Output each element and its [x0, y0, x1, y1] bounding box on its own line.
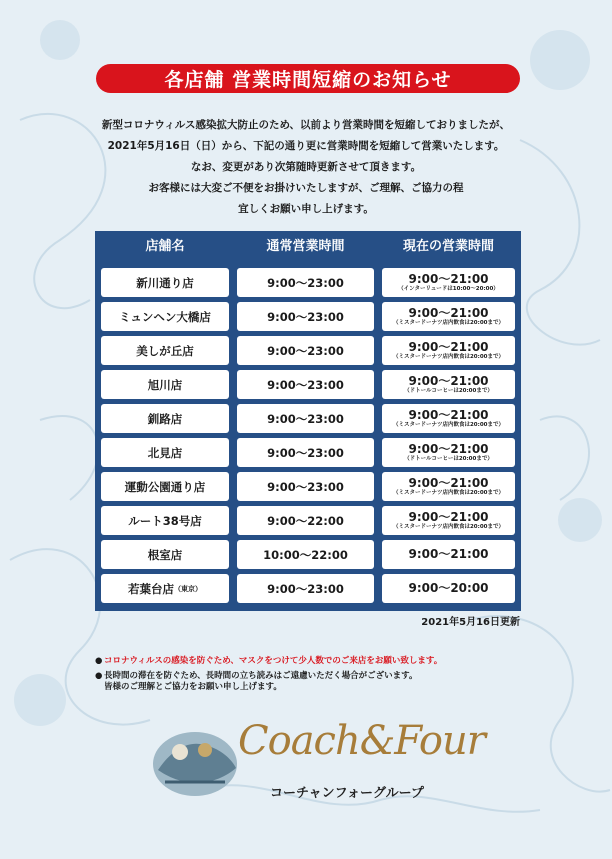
table-row [95, 574, 521, 603]
hours-note: （ミスタードーナツ店内飲食は20:00まで） [393, 353, 504, 360]
logo-subtitle: コーチャンフォーグループ [270, 786, 424, 801]
store-name: 北見店 [101, 438, 229, 467]
hours-note: （ミスタードーナツ店内飲食は20:00まで） [393, 421, 504, 428]
logo-wordmark: Coach&Four [238, 718, 485, 764]
normal-hours: 9:00〜23:00 [237, 472, 374, 501]
brand-logo [150, 718, 485, 810]
header-normal-hours: 通常営業時間 [266, 239, 345, 254]
table-row [95, 540, 521, 569]
table-row [95, 472, 521, 501]
normal-hours: 9:00〜22:00 [237, 506, 374, 535]
store-name: ミュンヘン大橋店 [101, 302, 229, 331]
hours-note: （インターリュードは10:00〜20:00） [398, 285, 499, 292]
current-hours: 9:00〜21:00 [382, 540, 515, 569]
note-text: 長時間の滞在を防ぐため、長時間の立ち読みはご遠慮いただく場合がございます。 [104, 671, 418, 681]
list-item [95, 671, 535, 693]
store-name: 旭川店 [101, 370, 229, 399]
table-row [95, 370, 521, 399]
current-hours: 9:00〜21:00 （ミスタードーナツ店内飲食は20:00まで） [382, 404, 515, 433]
normal-hours: 9:00〜23:00 [237, 574, 374, 603]
store-name: 釧路店 [101, 404, 229, 433]
current-hours: 9:00〜21:00 （ミスタードーナツ店内飲食は20:00まで） [382, 506, 515, 535]
current-hours: 9:00〜21:00 （ドトールコーヒーは20:00まで） [382, 370, 515, 399]
current-hours: 9:00〜21:00 （インターリュードは10:00〜20:00） [382, 268, 515, 297]
notice-line: 2021年5月16日（日）から、下記の通り更に営業時間を短縮して営業いたします。 [107, 140, 505, 152]
page-title: 各店舗 営業時間短縮のお知らせ [164, 69, 452, 91]
normal-hours: 9:00〜23:00 [237, 404, 374, 433]
list-item [95, 656, 535, 667]
notice-line: お客様には大変ご不便をお掛けいたしますが、ご理解、ご協力の程 [148, 182, 464, 194]
normal-hours: 9:00〜23:00 [237, 370, 374, 399]
notice-text [40, 115, 572, 220]
store-name: ルート38号店 [101, 506, 229, 535]
store-name: 運動公園通り店 [101, 472, 229, 501]
store-name: 美しが丘店 [101, 336, 229, 365]
bullet-icon: ● [95, 671, 103, 681]
normal-hours: 9:00〜23:00 [237, 438, 374, 467]
header-store: 店舗名 [145, 239, 185, 254]
notice-line: 宜しくお願い申し上げます。 [238, 203, 374, 215]
hours-note: （ドトールコーヒーは20:00まで） [404, 387, 493, 394]
hours-note: （ミスタードーナツ店内飲食は20:00まで） [393, 489, 504, 496]
table-row [95, 506, 521, 535]
store-name: 新川通り店 [101, 268, 229, 297]
normal-hours: 9:00〜23:00 [237, 302, 374, 331]
hours-note: （ミスタードーナツ店内飲食は20:00まで） [393, 523, 504, 530]
table-row [95, 336, 521, 365]
logo-emblem-icon [150, 722, 240, 802]
table-header [95, 231, 521, 263]
hours-note: （ミスタードーナツ店内飲食は20:00まで） [393, 319, 504, 326]
bullet-icon: ● [95, 656, 103, 666]
table-row [95, 302, 521, 331]
current-hours: 9:00〜21:00 （ドトールコーヒーは20:00まで） [382, 438, 515, 467]
normal-hours: 9:00〜23:00 [237, 268, 374, 297]
table-row [95, 268, 521, 297]
page-title-banner [96, 64, 520, 93]
hours-note: （ドトールコーヒーは20:00まで） [404, 455, 493, 462]
hours-table [95, 231, 521, 611]
store-name: 若葉台店 （東京） [101, 574, 229, 603]
table-row [95, 404, 521, 433]
normal-hours: 10:00〜22:00 [237, 540, 374, 569]
current-hours: 9:00〜21:00 （ミスタードーナツ店内飲食は20:00まで） [382, 302, 515, 331]
store-location: （東京） [174, 584, 202, 593]
table-row [95, 438, 521, 467]
notice-line: なお、変更があり次第随時更新させて頂きます。 [190, 161, 422, 173]
current-hours: 9:00〜21:00 （ミスタードーナツ店内飲食は20:00まで） [382, 336, 515, 365]
current-hours: 9:00〜21:00 （ミスタードーナツ店内飲食は20:00まで） [382, 472, 515, 501]
notes-list [95, 656, 535, 697]
normal-hours: 9:00〜23:00 [237, 336, 374, 365]
current-hours: 9:00〜20:00 [382, 574, 515, 603]
notice-line: 新型コロナウィルス感染拡大防止のため、以前より営業時間を短縮しておりましたが、 [101, 119, 511, 131]
store-name: 根室店 [101, 540, 229, 569]
header-current-hours: 現在の営業時間 [402, 239, 494, 254]
note-text: 皆様のご理解とご協力をお願い申し上げます。 [104, 682, 282, 692]
updated-date: 2021年5月16日更新 [421, 617, 520, 628]
note-text: コロナウィルスの感染を防ぐため、マスクをつけて少人数でのご来店をお願い致します。 [104, 656, 443, 666]
